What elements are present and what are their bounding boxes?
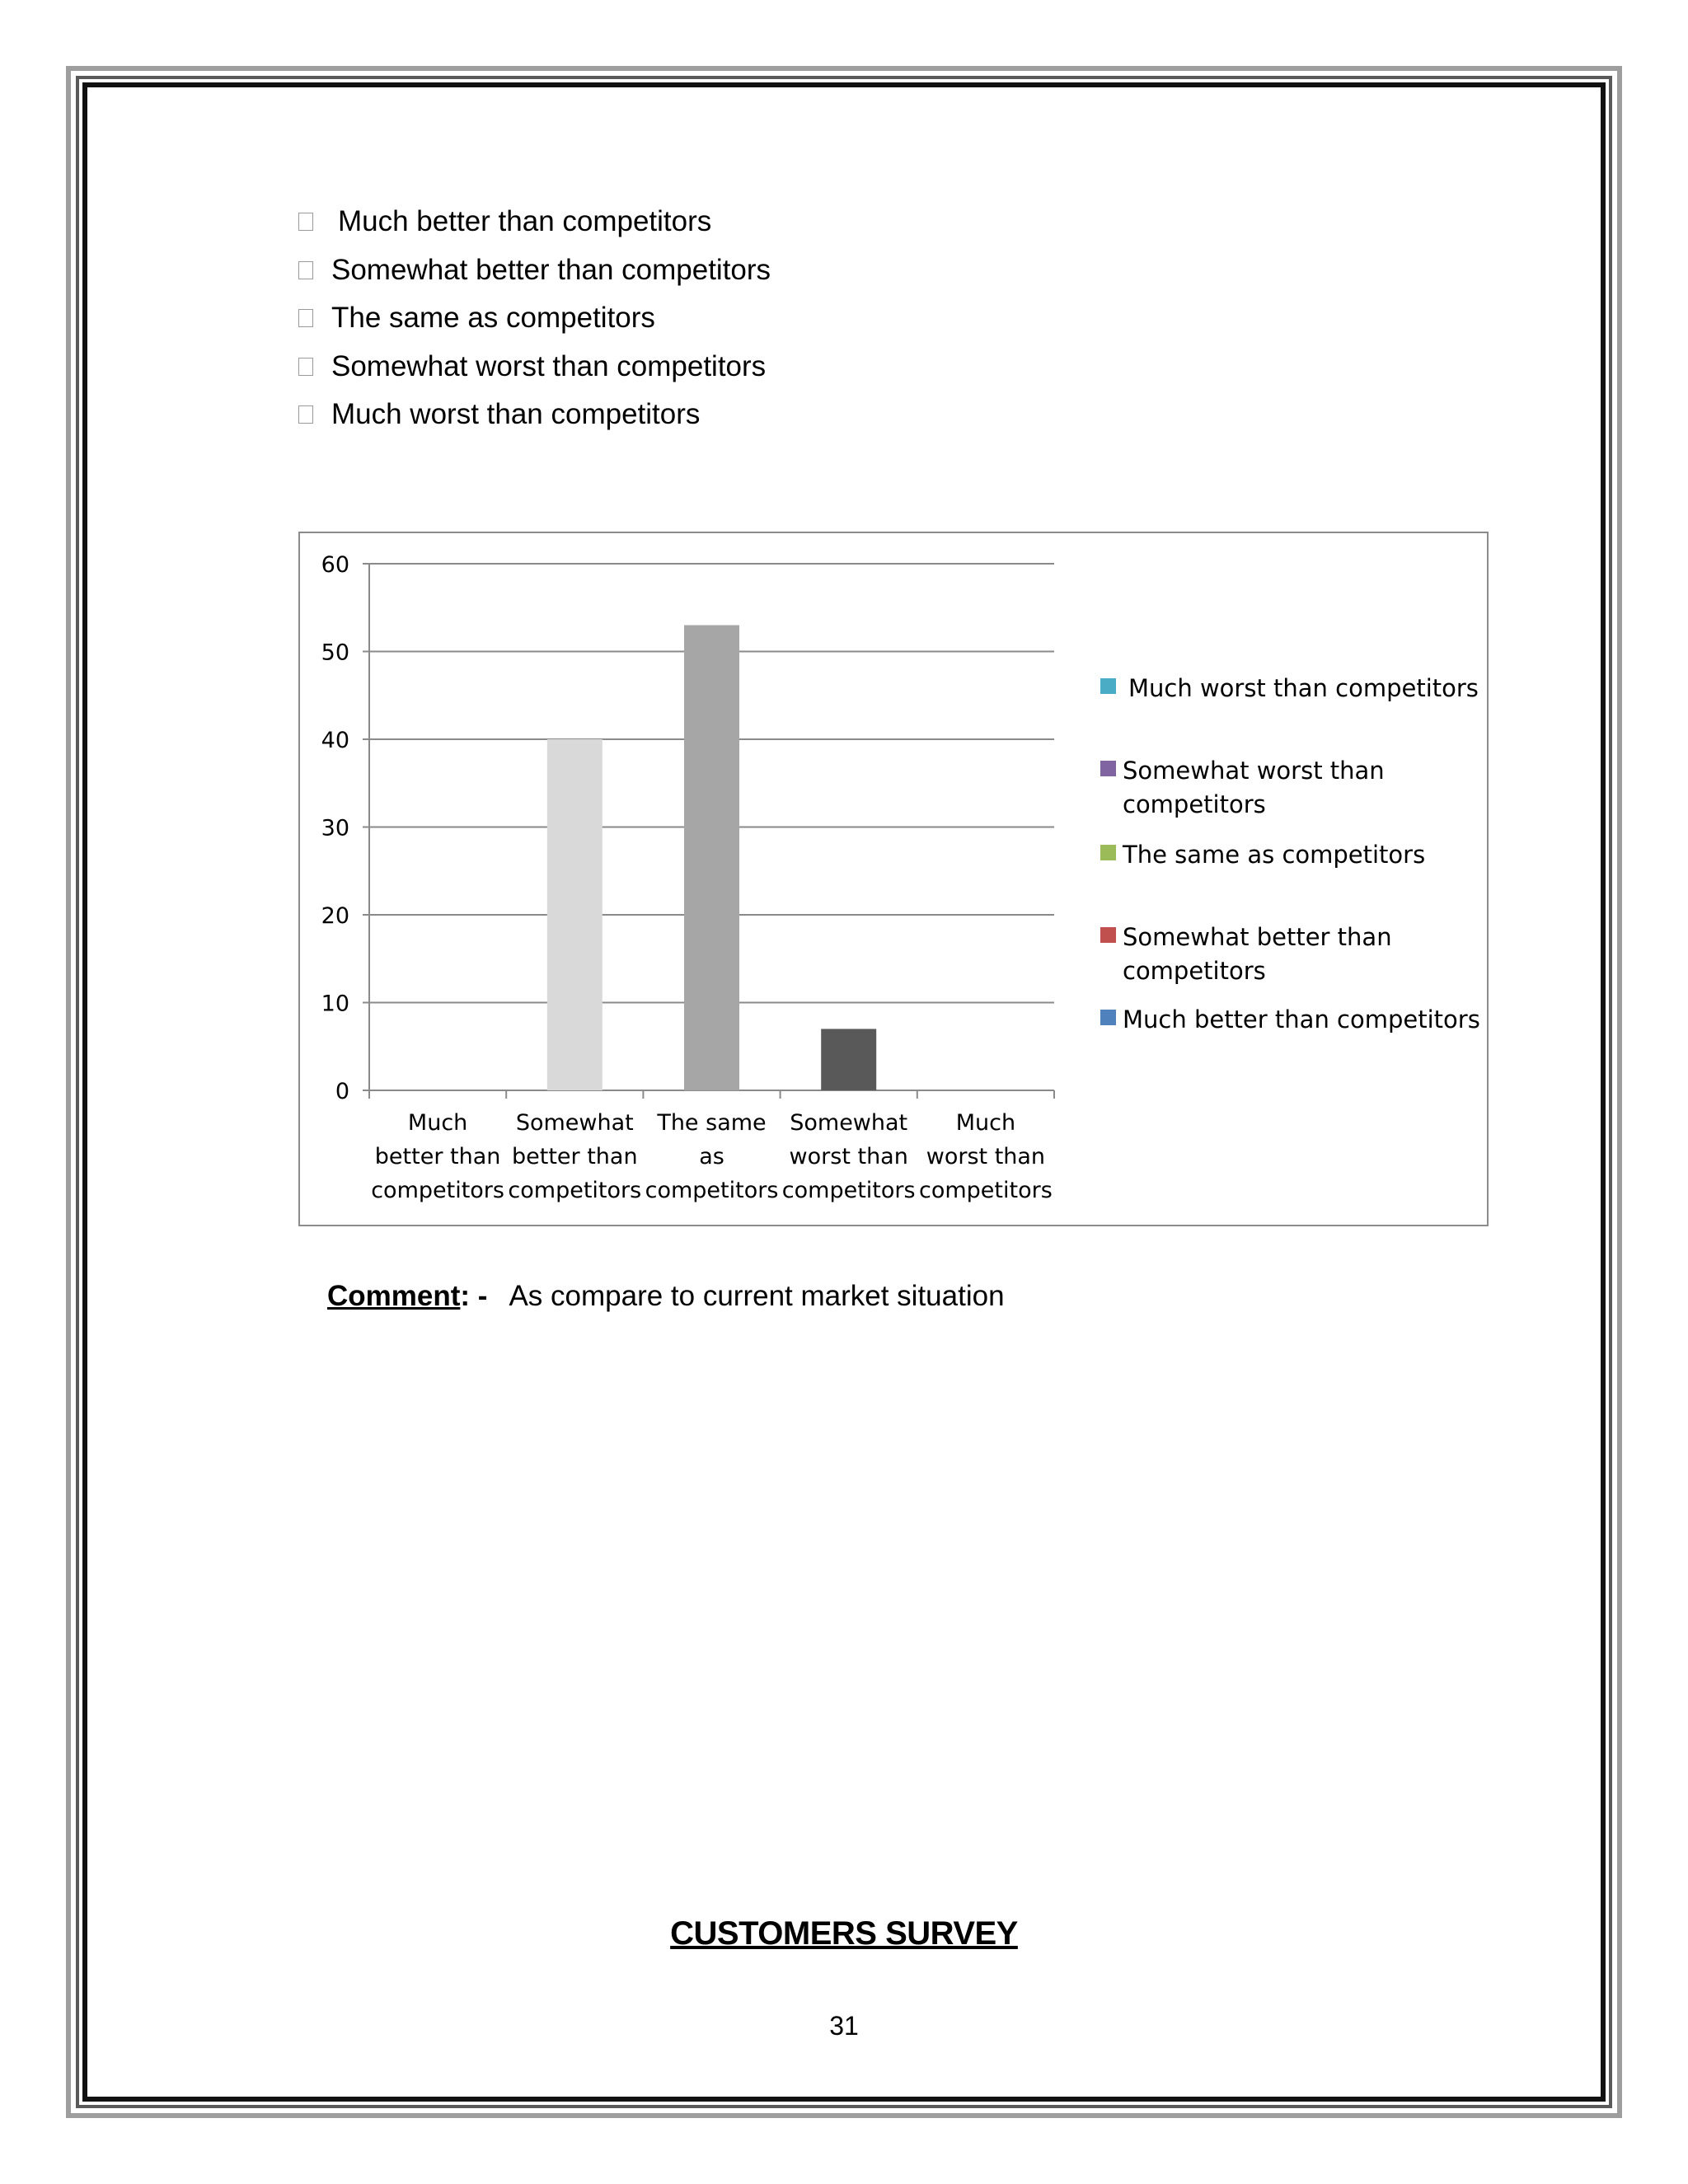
x-tick-label-line: Somewhat <box>790 1110 908 1136</box>
x-tick-label-line: worst than <box>789 1144 908 1169</box>
x-tick-label-line: competitors <box>919 1178 1053 1203</box>
y-tick-label: 10 <box>321 991 349 1017</box>
legend-label-line: Much better than competitors <box>1123 1005 1480 1033</box>
comment-separator: : - <box>460 1280 488 1312</box>
x-tick-label-line: Somewhat <box>515 1110 634 1136</box>
option-somewhat-worst <box>298 343 771 391</box>
legend-label-line: Somewhat worst than <box>1123 757 1385 785</box>
bar <box>821 1029 876 1090</box>
comment-label: Comment <box>327 1280 461 1312</box>
legend-swatch <box>1100 1010 1116 1025</box>
x-tick-label-line: as <box>699 1144 724 1169</box>
bar <box>547 739 603 1090</box>
checkbox-icon <box>298 309 313 327</box>
option-label: Somewhat worst than competitors <box>331 349 767 382</box>
comment-text: As compare to current market situation <box>509 1280 1005 1312</box>
y-tick-label: 60 <box>321 552 349 578</box>
legend-swatch <box>1100 761 1116 776</box>
option-much-better <box>298 198 771 246</box>
x-tick-label-line: The same <box>657 1110 767 1136</box>
checkbox-icon <box>298 358 313 376</box>
option-somewhat-better <box>298 246 771 295</box>
x-tick-label-line: better than <box>512 1144 638 1169</box>
legend-label <box>1123 1005 1480 1033</box>
x-tick-label-line: competitors <box>508 1178 642 1203</box>
legend-label-line: The same as competitors <box>1123 841 1426 869</box>
option-label: Much better than competitors <box>338 205 712 238</box>
x-tick-label <box>919 1110 1053 1203</box>
legend-label-line: competitors <box>1123 957 1266 985</box>
option-same <box>298 294 771 343</box>
checkbox-icon <box>298 405 313 424</box>
checkbox-icon <box>298 213 313 231</box>
option-label: Somewhat better than competitors <box>331 253 771 286</box>
x-tick-label-line: better than <box>374 1144 501 1169</box>
x-tick-label-line: competitors <box>781 1178 916 1203</box>
legend-label-line: Much worst than competitors <box>1128 674 1479 702</box>
footer-title: CUSTOMERS SURVEY <box>670 1915 1018 1952</box>
y-tick-label: 0 <box>335 1079 349 1104</box>
legend-label-line: competitors <box>1123 790 1266 818</box>
legend-label <box>1128 674 1479 702</box>
y-tick-label: 40 <box>321 728 349 753</box>
x-tick-label-line: competitors <box>645 1178 779 1203</box>
bar <box>684 626 739 1090</box>
legend-swatch <box>1100 927 1116 943</box>
y-tick-label: 20 <box>321 903 349 929</box>
legend-label <box>1123 923 1392 985</box>
x-tick-label-line: competitors <box>371 1178 504 1203</box>
page-number: 31 <box>829 2011 859 2041</box>
checkbox-icon <box>298 261 313 279</box>
option-much-worst <box>298 391 771 439</box>
legend-label <box>1123 757 1385 818</box>
legend-label <box>1122 841 1425 869</box>
comment-line <box>327 1280 1005 1313</box>
x-tick-label-line: Much <box>407 1110 468 1136</box>
legend-swatch <box>1100 845 1116 860</box>
x-tick-label <box>645 1110 779 1203</box>
x-tick-label <box>782 1110 916 1203</box>
y-tick-label: 50 <box>321 640 349 666</box>
answer-options-list <box>298 198 771 439</box>
chart-svg <box>300 533 1487 1225</box>
y-tick-label: 30 <box>321 815 349 841</box>
x-tick-label-line: Much <box>955 1110 1016 1136</box>
x-tick-label <box>371 1110 504 1203</box>
legend-swatch <box>1100 678 1116 694</box>
option-label: Much worst than competitors <box>331 398 701 431</box>
x-tick-label-line: worst than <box>926 1144 1046 1169</box>
option-label: The same as competitors <box>331 302 655 335</box>
legend-label-line: Somewhat better than <box>1123 923 1392 951</box>
survey-bar-chart <box>298 532 1489 1226</box>
x-tick-label <box>508 1110 641 1203</box>
